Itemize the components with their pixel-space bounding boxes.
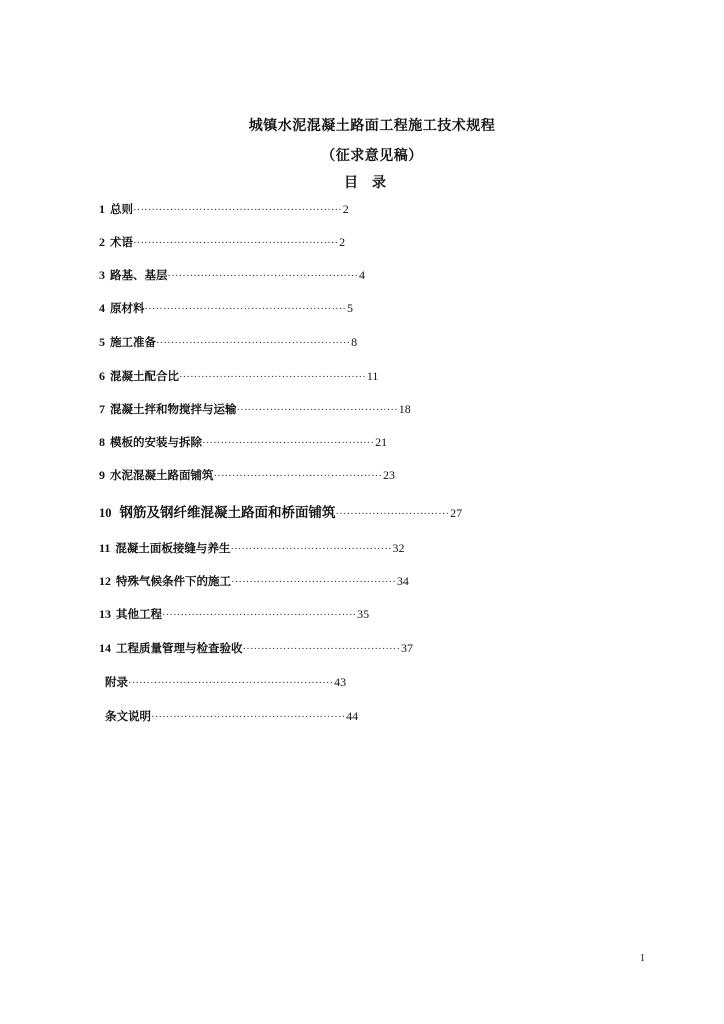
toc-entry-page: 21 [375, 435, 388, 449]
toc-entry-page: 2 [339, 235, 346, 249]
toc-entry-label: 原材料 [110, 301, 145, 315]
toc-leader-dots: ····················································· [151, 711, 346, 723]
toc-leader-dots: ····················································· [162, 609, 357, 621]
toc-entry-label: 条文说明 [105, 709, 151, 723]
toc-entry-page: 27 [450, 506, 463, 520]
toc-entry-page: 8 [351, 335, 358, 349]
toc-entry[interactable] [99, 334, 357, 352]
toc-entry[interactable] [99, 467, 395, 485]
toc-leader-dots: ············································ [230, 543, 392, 555]
toc-entry[interactable] [99, 573, 409, 591]
toc-entry-number: 1 [99, 202, 105, 216]
toc-entry-number: 8 [99, 435, 105, 449]
toc-entry-label: 工程质量管理与检查验收 [116, 641, 243, 655]
toc-entry-page: 4 [358, 268, 365, 282]
toc-leader-dots: ························································· [133, 204, 342, 216]
toc-entry-page: 11 [366, 369, 379, 383]
toc-entry-number: 6 [99, 369, 105, 383]
toc-leader-dots: ························································ [133, 237, 339, 249]
toc-entry-page: 23 [383, 468, 396, 482]
toc-leader-dots: ······························· [335, 508, 450, 520]
toc-leader-dots: ························································ [128, 677, 334, 689]
toc-entry[interactable] [99, 640, 413, 658]
toc-entry[interactable] [99, 267, 365, 285]
toc-entry-number: 3 [99, 268, 105, 282]
toc-entry-number: 2 [99, 235, 105, 249]
toc-entry-label: 特殊气候条件下的施工 [116, 574, 231, 588]
toc-entry[interactable] [99, 501, 462, 519]
toc-entry-number: 4 [99, 301, 105, 315]
toc-entry-number: 10 [99, 506, 112, 520]
toc-entry-label: 施工准备 [110, 335, 156, 349]
toc-entry-number: 13 [99, 607, 111, 621]
toc-entry-page: 2 [342, 202, 349, 216]
toc-entry-label: 总则 [110, 202, 133, 216]
toc-entry-page: 32 [392, 541, 405, 555]
toc-entry-page: 34 [396, 574, 409, 588]
toc-entry-page: 18 [398, 402, 411, 416]
toc-leader-dots: ············································ [236, 404, 398, 416]
toc-entry[interactable] [99, 434, 387, 452]
document-subtitle: （征求意见稿） [321, 148, 423, 164]
toc-entry-label: 钢筋及钢纤维混凝土路面和桥面铺筑 [119, 505, 336, 521]
toc-entry[interactable] [99, 300, 353, 318]
toc-leader-dots: ······················································· [144, 303, 346, 315]
toc-entry-number: 9 [99, 468, 105, 482]
toc-leader-dots: ··················································· [179, 371, 366, 383]
toc-entry[interactable] [99, 540, 405, 558]
toc-entry-label: 路基、基层 [110, 268, 168, 282]
toc-leader-dots: ············································· [231, 576, 396, 588]
toc-entry-number: 14 [99, 641, 111, 655]
toc-entry-number: 12 [99, 574, 111, 588]
toc-entry-label: 混凝土面板接缝与养生 [115, 541, 231, 555]
toc-entry-page: 35 [357, 607, 370, 621]
toc-entry[interactable] [99, 368, 378, 386]
toc-entry-label: 其他工程 [116, 607, 162, 621]
toc-leader-dots: ···················································· [167, 270, 358, 282]
toc-entry-label: 混凝土拌和物搅拌与运输 [110, 402, 237, 416]
toc-entry[interactable] [105, 674, 346, 692]
toc-entry-page: 44 [346, 709, 359, 723]
toc-entry[interactable] [99, 401, 411, 419]
toc-entry-number: 7 [99, 402, 105, 416]
toc-entry-label: 水泥混凝土路面铺筑 [110, 468, 214, 482]
toc-entry-label: 模板的安装与拆除 [110, 435, 202, 449]
document-title: 城镇水泥混凝土路面工程施工技术规程 [248, 118, 496, 134]
toc-leader-dots: ··········································· [242, 643, 401, 655]
toc-entry-page: 5 [346, 301, 353, 315]
page-number: 1 [640, 953, 645, 964]
toc-entry-label: 术语 [110, 235, 133, 249]
toc-entry-number: 5 [99, 335, 105, 349]
toc-entry[interactable] [99, 606, 369, 624]
toc-entry-label: 混凝土配合比 [110, 369, 179, 383]
toc-entry-page: 43 [334, 675, 347, 689]
toc-leader-dots: ·············································· [213, 470, 383, 482]
toc-entry-number: 11 [99, 541, 111, 555]
toc-entry-label: 附录 [105, 675, 128, 689]
toc-entry[interactable] [99, 234, 345, 252]
toc-entry[interactable] [105, 708, 358, 726]
toc-heading: 目录 [344, 175, 400, 191]
toc-entry-page: 37 [401, 641, 414, 655]
toc-entry[interactable] [99, 201, 349, 219]
toc-leader-dots: ··············································· [202, 437, 375, 449]
toc-leader-dots: ····················································· [156, 337, 351, 349]
